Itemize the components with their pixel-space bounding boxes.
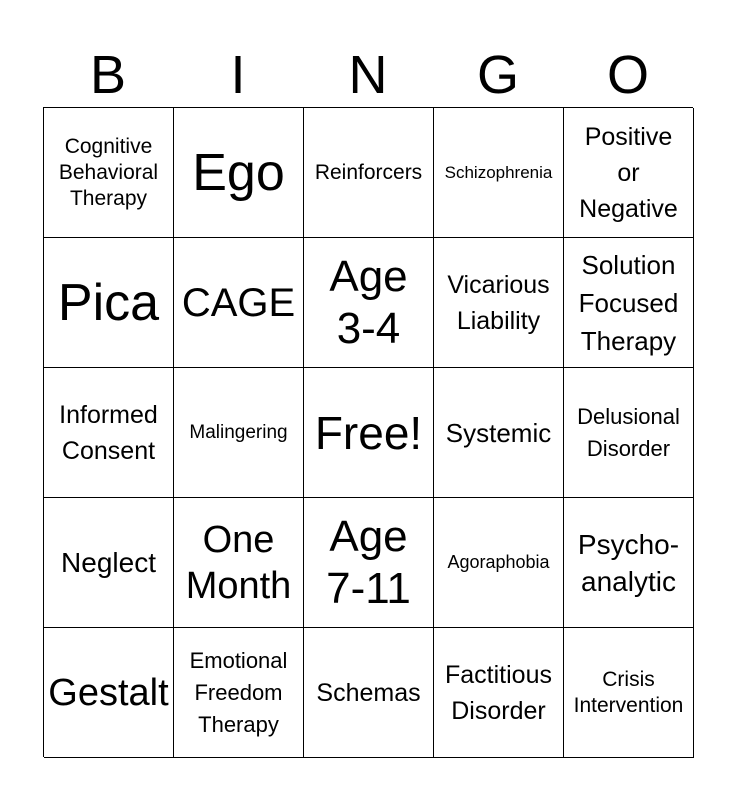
cell-text: Factitious Disorder <box>445 660 552 725</box>
bingo-cell[interactable] <box>434 368 564 498</box>
bingo-cell[interactable] <box>564 498 694 628</box>
cell-text: Psycho- analytic <box>577 528 680 597</box>
bingo-cell[interactable] <box>44 368 174 498</box>
cell-text: Schemas <box>316 678 421 707</box>
cell-text: One Month <box>185 518 292 607</box>
bingo-cell[interactable] <box>564 368 694 498</box>
cell-text: Delusional Disorder <box>577 403 680 461</box>
cell-text: Reinforcers <box>314 160 423 184</box>
cell-text: Ego <box>192 143 285 202</box>
bingo-cell[interactable] <box>44 498 174 628</box>
cell-text: Crisis Intervention <box>573 667 684 717</box>
cell-text: Pica <box>57 273 160 332</box>
bingo-cell[interactable] <box>44 238 174 368</box>
header-letter-o: O <box>606 45 649 105</box>
bingo-cell[interactable] <box>174 108 304 238</box>
bingo-cell[interactable] <box>564 238 694 368</box>
cell-text: Positive or Negative <box>579 122 678 223</box>
bingo-cell[interactable] <box>174 368 304 498</box>
header-letter-b: B <box>89 45 127 105</box>
bingo-cell[interactable] <box>434 108 564 238</box>
bingo-grid <box>43 107 693 757</box>
bingo-cell[interactable] <box>304 368 434 498</box>
bingo-cell[interactable] <box>304 108 434 238</box>
cell-text: Schizophrenia <box>444 162 553 182</box>
cell-text: Cognitive Behavioral Therapy <box>58 134 159 210</box>
cell-text: Neglect <box>61 547 156 578</box>
bingo-header <box>43 44 693 106</box>
bingo-cell[interactable] <box>304 498 434 628</box>
cell-text: CAGE <box>181 280 296 325</box>
cell-text: Age 3-4 <box>329 251 408 353</box>
bingo-cell[interactable] <box>44 108 174 238</box>
header-letter-n: N <box>348 45 388 105</box>
cell-text: Agoraphobia <box>447 552 550 572</box>
cell-text: Solution Focused Therapy <box>578 249 679 356</box>
cell-text: Systemic <box>445 417 552 448</box>
cell-text: Malingering <box>189 421 288 443</box>
cell-text: Free! <box>314 406 423 459</box>
bingo-cell[interactable] <box>434 238 564 368</box>
bingo-cell[interactable] <box>44 628 174 758</box>
bingo-cell[interactable] <box>434 628 564 758</box>
bingo-cell[interactable] <box>304 238 434 368</box>
bingo-cell[interactable] <box>434 498 564 628</box>
bingo-cell[interactable] <box>174 498 304 628</box>
cell-text: Gestalt <box>48 671 169 714</box>
cell-text: Informed Consent <box>59 400 158 465</box>
header-letter-i: I <box>230 45 246 105</box>
bingo-cell[interactable] <box>564 628 694 758</box>
header-letter-g: G <box>476 45 519 105</box>
bingo-cell[interactable] <box>304 628 434 758</box>
cell-text: Vicarious Liability <box>447 270 550 335</box>
bingo-cell[interactable] <box>174 238 304 368</box>
cell-text: Emotional Freedom Therapy <box>189 647 288 737</box>
cell-text: Age 7-11 <box>326 511 411 613</box>
bingo-cell[interactable] <box>174 628 304 758</box>
bingo-cell[interactable] <box>564 108 694 238</box>
